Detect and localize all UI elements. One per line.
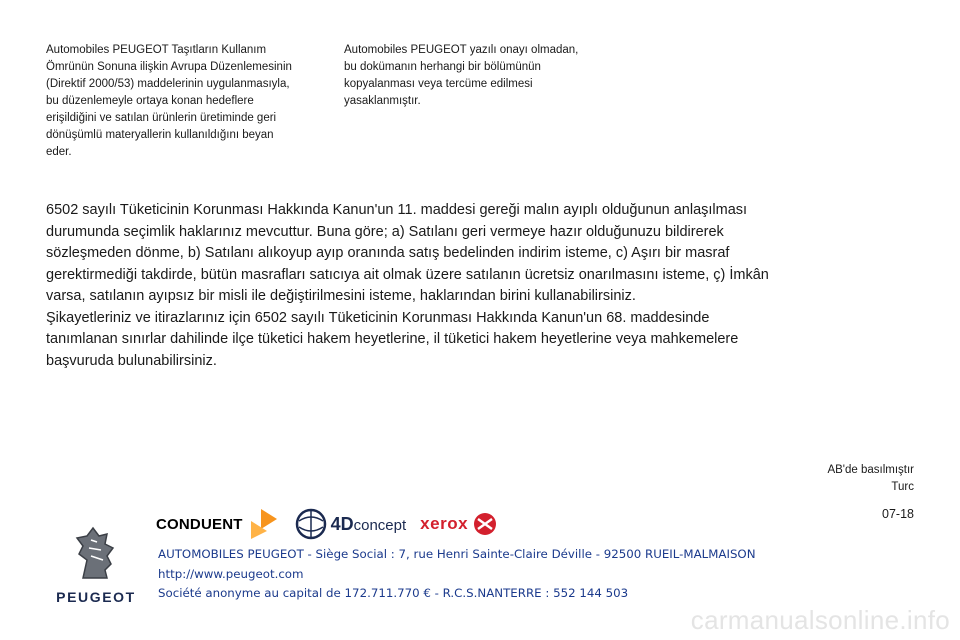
xerox-ball-icon [473, 512, 497, 536]
company-footer [158, 545, 756, 604]
print-info [827, 462, 914, 523]
xerox-wordmark: xerox [420, 514, 469, 533]
conduent-mark-icon [247, 507, 281, 541]
intro-right-paragraph: Automobiles PEUGEOT yazılı onayı olmadan, bu dokümanın herhangi bir bölümünün kopyalanması veya tercüme edilmesi yasaklanmıştır. [344, 44, 579, 107]
peugeot-lion-icon [61, 526, 131, 582]
company-registration: Société anonyme au capital de 172.711.770 € - R.C.S.NANTERRE : 552 144 503 [158, 586, 629, 600]
edition-code: 07-18 [882, 507, 914, 521]
watermark: carmanualsonline.info [690, 605, 950, 635]
language-code: Turc [891, 481, 914, 493]
partner-logos [156, 506, 497, 542]
company-website-link[interactable]: http://www.peugeot.com [158, 566, 304, 581]
xerox-logo [420, 512, 497, 536]
company-address: AUTOMOBILES PEUGEOT - Siège Social : 7, rue Henri Sainte-Claire Déville - 92500 RUEIL-MALMAISON [158, 547, 756, 561]
printed-in-eu: AB'de basılmıştır [827, 464, 914, 476]
conduent-wordmark: CONDUENT [156, 515, 243, 533]
4dconcept-logo [295, 508, 407, 540]
peugeot-brand [46, 526, 146, 605]
4dconcept-wordmark: 4Dconcept [330, 513, 407, 534]
intro-left-paragraph: Automobiles PEUGEOT Taşıtların Kullanım Ömrünün Sonuna ilişkin Avrupa Düzenlemesinin (Direktif 2000/53) maddelerinin uygulanmasıyla, bu düzenlemeyle ortaya konan hedeflere erişildiğini ve satılan ürünlerin üretiminde geri dönüşümlü materyallerin kullanıldığını beyan eder. [46, 44, 292, 158]
peugeot-wordmark: PEUGEOT [56, 589, 136, 605]
consumer-rights-paragraph: 6502 sayılı Tüketicinin Korunması Hakkında Kanun'un 11. maddesi gereği malın ayıplı olduğunun anlaşılması durumunda seçimlik haklarınız mevcuttur. Buna göre; a) Satılanı geri vermeye hazır olduğunuzu bildirerek sözleşmeden dönme, b) Satılanı alıkoyup ayıp oranında satış bedelinden indirim isteme, c) Aşırı bir masraf gerektirmediği takdirde, bütün masrafları satıcıya ait olmak üzere satılanın ücretsiz onarılmasını isteme, ç) İmkân varsa, satılanın ayıpsız bir misli ile değiştirilmesini isteme, haklarından birini kullanabilirsiniz. Şikayetleriniz ve itirazlarınız için 6502 sayılı Tüketicinin Korunması Hakkında Kanun'un 68. maddesinde tanımlanan sınırlar dahilinde ilçe tüketici hakem heyetlerine, il tüketici hakem heyetlerine veya mahkemelere başvuruda bulunabilirsiniz. [46, 202, 769, 369]
4dconcept-globe-icon [295, 508, 327, 540]
conduent-logo [156, 507, 281, 541]
